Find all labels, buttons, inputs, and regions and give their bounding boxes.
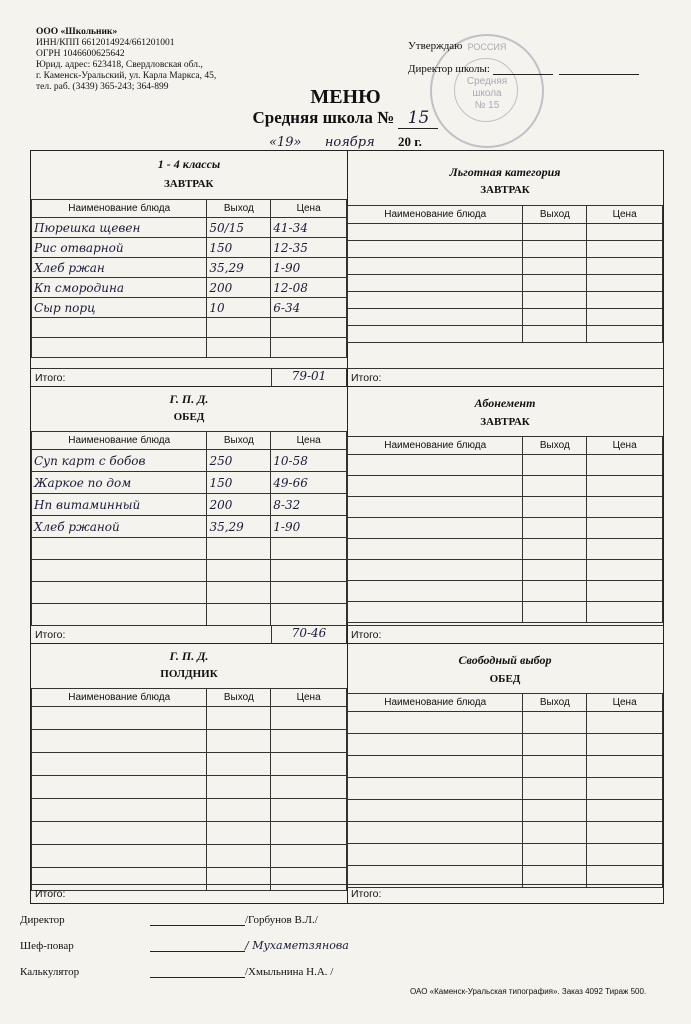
table-header-row (32, 689, 347, 707)
cell-name (348, 326, 523, 343)
cell-price (587, 241, 663, 258)
section-meal: ЗАВТРАК (480, 184, 530, 196)
director-school-label: Директор школы: (408, 63, 490, 75)
cell-output (207, 707, 271, 730)
header-price: Цена (271, 200, 347, 218)
cell-output: 200 (207, 278, 271, 298)
school-title: Средняя школа № 15 (0, 108, 691, 129)
table-row (32, 604, 347, 626)
printer-footer: ОАО «Каменск-Уральская типография». Заказ 4092 Тираж 500. (410, 987, 647, 996)
header-output: Выход (207, 200, 271, 218)
menu-date (0, 134, 691, 151)
cell-output (523, 844, 587, 866)
cell-price: 8-32 (271, 494, 347, 516)
signature-line (150, 965, 245, 978)
signature-director (20, 913, 318, 926)
cell-name (348, 292, 523, 309)
table-row (32, 560, 347, 582)
table-header-row (32, 200, 347, 218)
table-row (32, 472, 347, 494)
section-total (347, 884, 663, 903)
cell-name (348, 844, 523, 866)
table-row (348, 258, 663, 275)
cell-name: Кп смородина (32, 278, 207, 298)
cell-name (32, 560, 207, 582)
date-month: ноября (305, 135, 395, 151)
cell-price: 41-34 (271, 218, 347, 238)
cell-price (271, 560, 347, 582)
cell-price (587, 497, 663, 518)
cell-price (271, 822, 347, 845)
cell-output (523, 326, 587, 343)
table-row (348, 455, 663, 476)
cell-price (587, 275, 663, 292)
cell-name (32, 604, 207, 626)
date-day: «19» (269, 135, 302, 150)
cell-output (207, 730, 271, 753)
cell-output (523, 476, 587, 497)
section-meal: ЗАВТРАК (480, 416, 530, 428)
cell-price (587, 258, 663, 275)
table-row (348, 778, 663, 800)
cell-price (587, 822, 663, 844)
director-signature-line (493, 62, 553, 75)
cell-output (207, 753, 271, 776)
total-value (271, 885, 345, 903)
cell-output (523, 800, 587, 822)
table-row (348, 756, 663, 778)
cell-output (523, 258, 587, 275)
cell-price (587, 560, 663, 581)
table-row (32, 494, 347, 516)
section-gpd-snack (31, 643, 347, 903)
table-row (32, 707, 347, 730)
total-value (587, 885, 661, 903)
cell-name (32, 318, 207, 338)
header-output: Выход (523, 694, 587, 712)
cell-name: Хлеб ржаной (32, 516, 207, 538)
cell-output (523, 309, 587, 326)
stamp-top-text: РОССИЯ (467, 42, 507, 52)
cell-output (207, 822, 271, 845)
cell-output (207, 776, 271, 799)
cell-name (348, 778, 523, 800)
cell-output: 200 (207, 494, 271, 516)
cell-price (587, 734, 663, 756)
cell-name (348, 309, 523, 326)
signature-line (150, 939, 245, 952)
cell-name (348, 224, 523, 241)
header-price: Цена (271, 689, 347, 707)
cell-name (348, 539, 523, 560)
cell-name: Рис отварной (32, 238, 207, 258)
cell-output (207, 318, 271, 338)
signature-role: Директор (20, 914, 65, 926)
cell-name (348, 518, 523, 539)
org-address-2: г. Каменск-Уральский, ул. Карла Маркса, 45, (36, 71, 217, 81)
cell-price (271, 318, 347, 338)
cell-price: 6-34 (271, 298, 347, 318)
org-inn: ИНН/КПП 6612014924/661201001 (36, 38, 175, 48)
cell-name (32, 730, 207, 753)
cell-name (32, 799, 207, 822)
section-meal: ОБЕД (173, 411, 205, 423)
table-row (32, 516, 347, 538)
section-meal: ПОЛДНИК (160, 668, 218, 680)
cell-output (523, 455, 587, 476)
cell-price (587, 712, 663, 734)
header-price: Цена (587, 206, 663, 224)
cell-output (523, 275, 587, 292)
section-title: Абонемент (474, 396, 536, 410)
cell-output: 50/15 (207, 218, 271, 238)
cell-price (587, 518, 663, 539)
menu-table (31, 688, 347, 891)
cell-output (523, 581, 587, 602)
table-row (348, 275, 663, 292)
table-row (32, 298, 347, 318)
total-value (587, 626, 661, 644)
cell-output: 35,29 (207, 516, 271, 538)
cell-price (271, 707, 347, 730)
cell-price (271, 776, 347, 799)
header-name: Наименование блюда (348, 437, 523, 455)
table-row (32, 730, 347, 753)
cell-price: 10-58 (271, 450, 347, 472)
section-total (347, 368, 663, 387)
cell-output (523, 756, 587, 778)
table-row (32, 450, 347, 472)
table-row (32, 538, 347, 560)
cell-price (271, 753, 347, 776)
table-header-row (32, 432, 347, 450)
menu-table (347, 436, 663, 623)
header-output: Выход (523, 206, 587, 224)
cell-output (523, 539, 587, 560)
table-row (348, 712, 663, 734)
total-value: 79-01 (271, 369, 347, 387)
cell-price (271, 730, 347, 753)
year-label: 20 г. (398, 134, 422, 149)
org-phone: тел. раб. (3439) 365-243; 364-899 (36, 82, 169, 92)
table-row (32, 218, 347, 238)
cell-price (587, 455, 663, 476)
table-row (32, 258, 347, 278)
section-total (31, 884, 347, 903)
cell-price (271, 845, 347, 868)
cell-name: Нп витаминный (32, 494, 207, 516)
table-row (348, 822, 663, 844)
header-name: Наименование блюда (348, 206, 523, 224)
cell-output (207, 538, 271, 560)
section-title: Льготная категория (449, 165, 561, 179)
cell-output: 150 (207, 238, 271, 258)
organization-block (36, 27, 216, 93)
cell-price (587, 476, 663, 497)
cell-output (523, 602, 587, 623)
cell-name (348, 756, 523, 778)
cell-price: 49-66 (271, 472, 347, 494)
cell-output (523, 241, 587, 258)
menu-table (31, 431, 347, 626)
total-value: 70-46 (271, 626, 347, 644)
table-row (348, 518, 663, 539)
signature-name: /Горбунов В.Л./ (245, 914, 318, 926)
cell-output (207, 338, 271, 358)
cell-name (348, 581, 523, 602)
section-meal: ОБЕД (489, 673, 521, 685)
cell-price (587, 800, 663, 822)
cell-price (271, 338, 347, 358)
cell-price (271, 604, 347, 626)
signature-line (150, 913, 245, 926)
cell-price: 12-35 (271, 238, 347, 258)
table-row (348, 309, 663, 326)
cell-output (523, 822, 587, 844)
header-price: Цена (587, 694, 663, 712)
table-row (32, 238, 347, 258)
table-row (32, 822, 347, 845)
cell-name (348, 560, 523, 581)
cell-price (271, 582, 347, 604)
cell-name (348, 497, 523, 518)
cell-output: 250 (207, 450, 271, 472)
section-subscription-breakfast (347, 386, 663, 643)
org-name: ООО «Школьник» (36, 27, 118, 37)
cell-output (523, 734, 587, 756)
cell-name (348, 602, 523, 623)
signature-chef (20, 939, 349, 952)
cell-name: Пюрешка щевен (32, 218, 207, 238)
table-row (348, 241, 663, 258)
header-output: Выход (207, 689, 271, 707)
header-price: Цена (271, 432, 347, 450)
cell-price (587, 844, 663, 866)
cell-name (32, 776, 207, 799)
org-address-1: Юрид. адрес: 623418, Свердловская обл., (36, 60, 203, 70)
cell-name: Сыр порц (32, 298, 207, 318)
table-row (348, 734, 663, 756)
table-row (348, 560, 663, 581)
cell-name (32, 753, 207, 776)
total-label: Итого: (35, 372, 66, 384)
signature-name: /Хмыльнина Н.А. / (245, 966, 334, 978)
cell-name (32, 338, 207, 358)
cell-output (523, 518, 587, 539)
section-title: 1 - 4 классы (157, 157, 221, 171)
signature-role: Шеф-повар (20, 940, 74, 952)
menu-table (31, 199, 347, 358)
header-name: Наименование блюда (32, 432, 207, 450)
header-name: Наименование блюда (348, 694, 523, 712)
cell-price (587, 581, 663, 602)
section-title: Г. П. Д. (169, 392, 209, 406)
table-row (32, 278, 347, 298)
cell-price: 12-08 (271, 278, 347, 298)
table-row (32, 338, 347, 358)
cell-output (207, 845, 271, 868)
table-row (32, 318, 347, 338)
cell-name (348, 455, 523, 476)
signature-role: Калькулятор (20, 966, 80, 978)
cell-name (348, 476, 523, 497)
table-row (348, 326, 663, 343)
section-total (31, 625, 347, 644)
cell-output (523, 712, 587, 734)
cell-name: Жаркое по дом (32, 472, 207, 494)
cell-name (32, 582, 207, 604)
approve-label: Утверждаю (408, 40, 463, 52)
section-title: Свободный выбор (458, 653, 552, 667)
cell-name: Суп карт с бобов (32, 450, 207, 472)
table-row (32, 799, 347, 822)
cell-name (32, 707, 207, 730)
cell-price: 1-90 (271, 516, 347, 538)
header-price: Цена (587, 437, 663, 455)
cell-name (348, 800, 523, 822)
table-row (32, 845, 347, 868)
cell-price (587, 756, 663, 778)
stamp-center-2: школа (472, 88, 502, 99)
cell-name (32, 845, 207, 868)
cell-name: Хлеб ржан (32, 258, 207, 278)
table-row (32, 753, 347, 776)
cell-price (587, 778, 663, 800)
table-row (348, 581, 663, 602)
cell-price (587, 309, 663, 326)
section-gpd-lunch (31, 386, 347, 643)
section-free-choice-lunch (347, 643, 663, 903)
menu-grid (30, 150, 664, 904)
header-name: Наименование блюда (32, 689, 207, 707)
table-row (348, 497, 663, 518)
cell-price (587, 326, 663, 343)
cell-output (207, 560, 271, 582)
section-title: Г. П. Д. (169, 649, 209, 663)
cell-output (523, 497, 587, 518)
total-label: Итого: (351, 888, 382, 900)
header-output: Выход (207, 432, 271, 450)
section-benefit-breakfast (347, 151, 663, 386)
cell-price (587, 224, 663, 241)
cell-output (207, 799, 271, 822)
total-value (587, 369, 661, 387)
cell-output (523, 292, 587, 309)
table-row (32, 582, 347, 604)
cell-name (32, 538, 207, 560)
cell-name (348, 734, 523, 756)
signature-calculator (20, 965, 333, 978)
table-row (348, 602, 663, 623)
total-label: Итого: (351, 372, 382, 384)
page-title: МЕНЮ (310, 86, 381, 108)
table-row (348, 476, 663, 497)
cell-price (587, 539, 663, 560)
cell-output (523, 560, 587, 581)
org-ogrn: ОГРН 1046600625642 (36, 49, 125, 59)
cell-name (348, 241, 523, 258)
cell-name (348, 258, 523, 275)
section-total (347, 625, 663, 644)
table-row (32, 776, 347, 799)
total-label: Итого: (35, 629, 66, 641)
header-name: Наименование блюда (32, 200, 207, 218)
cell-output (207, 604, 271, 626)
table-row (348, 844, 663, 866)
school-number: 15 (398, 108, 438, 129)
stamp-center-1: Средняя (466, 76, 508, 87)
table-row (348, 292, 663, 309)
header-output: Выход (523, 437, 587, 455)
cell-output (207, 582, 271, 604)
cell-output (523, 778, 587, 800)
table-header-row (348, 437, 663, 455)
cell-price (587, 292, 663, 309)
stamp-center-3: № 15 (474, 100, 500, 111)
cell-price (587, 602, 663, 623)
total-label: Итого: (35, 888, 66, 900)
director-name-line (559, 62, 639, 75)
menu-table (347, 205, 663, 343)
table-header-row (348, 206, 663, 224)
table-row (348, 800, 663, 822)
signature-name: / Мухаметзянова (245, 939, 349, 952)
section-total (31, 368, 347, 387)
cell-name (348, 822, 523, 844)
cell-name (348, 275, 523, 292)
cell-output (523, 224, 587, 241)
cell-price (271, 799, 347, 822)
section-meal: ЗАВТРАК (164, 178, 214, 190)
menu-table (347, 693, 663, 888)
table-header-row (348, 694, 663, 712)
cell-name (32, 822, 207, 845)
table-row (348, 224, 663, 241)
cell-price: 1-90 (271, 258, 347, 278)
table-row (348, 539, 663, 560)
cell-output: 35,29 (207, 258, 271, 278)
total-label: Итого: (351, 629, 382, 641)
cell-name (348, 712, 523, 734)
cell-output: 10 (207, 298, 271, 318)
section-primary-breakfast (31, 151, 347, 386)
cell-price (271, 538, 347, 560)
cell-output: 150 (207, 472, 271, 494)
